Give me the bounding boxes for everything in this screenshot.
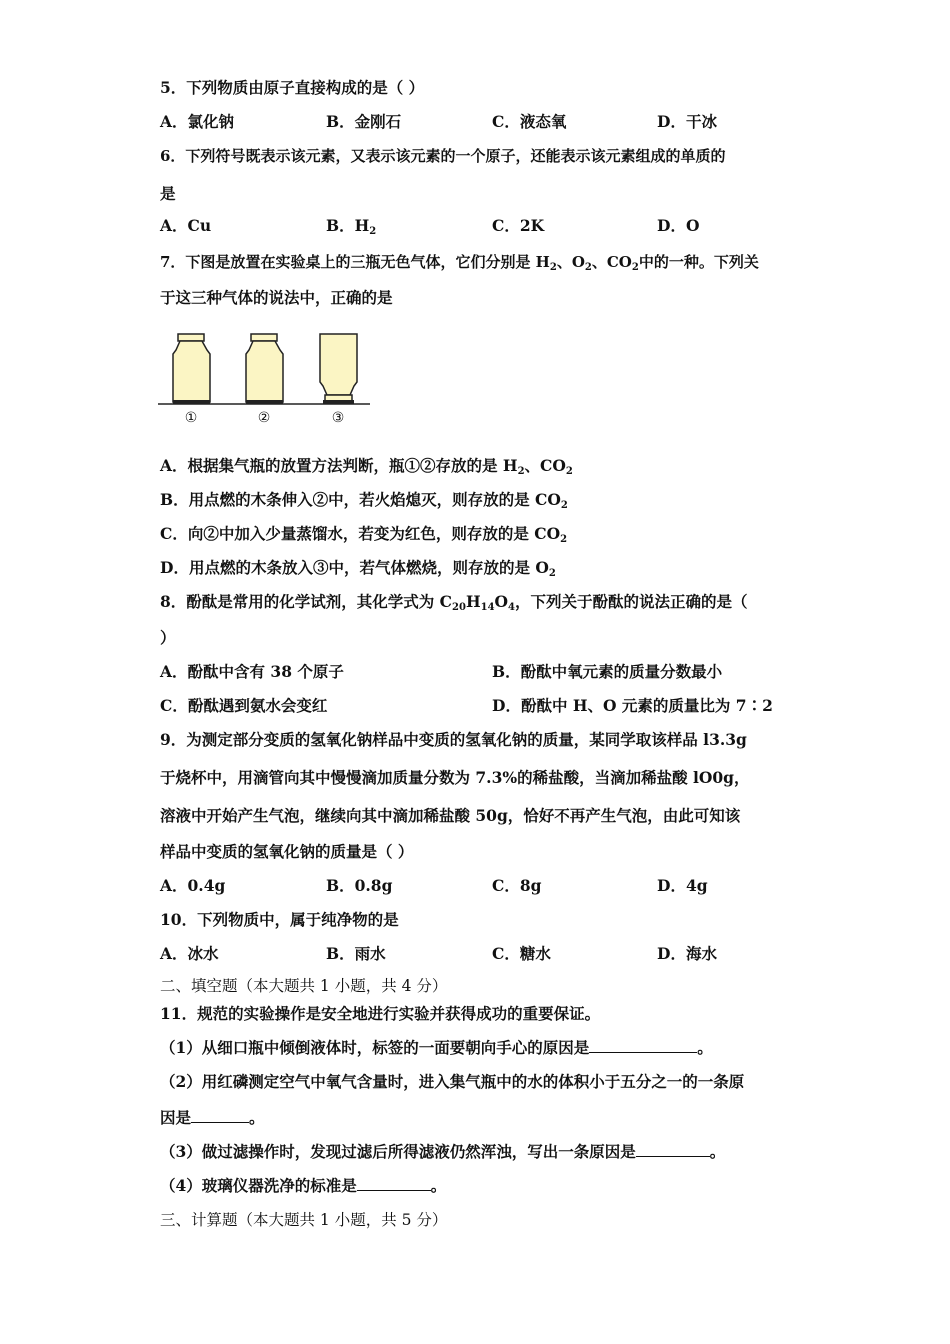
bottle-3-label: ③ (331, 410, 345, 426)
question-11-part-3: （3）做过滤操作时，发现过滤后所得滤液仍然浑浊，写出一条原因是 。 (160, 1142, 726, 1161)
question-7-stem-line1: 7．下图是放置在实验桌上的三瓶无色气体，它们分别是 $H_2$、$O_2$、$CO_2$中的一种。下列关 (160, 253, 759, 273)
option-d: D．干冰 (657, 112, 717, 131)
bottle-2-label: ② (257, 410, 271, 426)
question-11-part-2-line2: 因是 。 (160, 1108, 265, 1127)
answer-blank[interactable] (191, 1108, 249, 1123)
answer-blank[interactable] (636, 1142, 710, 1157)
bottle-1-label: ① (184, 410, 198, 426)
option-d: D．酚酞中 H、O 元素的质量比为 7∶2 (492, 696, 773, 715)
option-d: D．海水 (657, 944, 717, 963)
question-10-stem: 10．下列物质中，属于纯净物的是 (160, 910, 399, 929)
question-9-line1: 9．为测定部分变质的氢氧化钠样品中变质的氢氧化钠的质量，某同学取该样品 l3.3g (160, 730, 747, 749)
answer-blank[interactable] (589, 1038, 697, 1053)
question-7-option-a: A．根据集气瓶的放置方法判断，瓶①②存放的是 $H_2$、$CO_2$ (160, 456, 573, 477)
question-9-line3: 溶液中开始产生气泡，继续向其中滴加稀盐酸 50g，恰好不再产生气泡，由此可知该 (160, 806, 741, 825)
question-7-option-d: D．用点燃的木条放入③中，若气体燃烧，则存放的是 $O_2$ (160, 558, 556, 579)
question-8-stem-line2: ） (160, 628, 176, 647)
option-a: A．Cu (160, 216, 212, 235)
option-b: B．酚酞中氧元素的质量分数最小 (492, 662, 723, 681)
option-b: B．0.8g (326, 876, 393, 895)
question-5-stem: 5．下列物质由原子直接构成的是（ ） (160, 78, 425, 97)
question-7-option-c: C．向②中加入少量蒸馏水，若变为红色，则存放的是 $CO_2$ (160, 524, 568, 545)
question-11-part-2-line1: （2）用红磷测定空气中氧气含量时，进入集气瓶中的水的体积小于五分之一的一条原 (160, 1072, 745, 1091)
bottle-1 (173, 334, 210, 404)
option-c: C．液态氧 (492, 112, 567, 131)
option-c: C．酚酞遇到氨水会变红 (160, 696, 328, 715)
question-9-line2: 于烧杯中，用滴管向其中慢慢滴加质量分数为 7.3%的稀盐酸，当滴加稀盐酸 lO0g， (160, 768, 750, 787)
answer-blank[interactable] (357, 1176, 431, 1191)
question-6-stem-line1: 6．下列符号既表示该元素，又表示该元素的一个原子，还能表示该元素组成的单质的 (160, 147, 726, 165)
question-8-stem-line1: 8．酚酞是常用的化学试剂，其化学式为 $C_{20}H_{14}O_4$，下列关于酚酞的说法正确的是（ (160, 592, 748, 613)
question-7-stem-line2: 于这三种气体的说法中，正确的是 (160, 288, 393, 307)
option-d: D．O (657, 216, 700, 235)
bottle-3 (320, 334, 357, 404)
section-2-heading: 二、填空题（本大题共 1 小题，共 4 分） (160, 977, 448, 995)
option-a: A．冰水 (160, 944, 219, 963)
question-11-part-1: （1）从细口瓶中倾倒液体时，标签的一面要朝向手心的原因是 。 (160, 1038, 713, 1057)
option-c: C．糖水 (492, 944, 551, 963)
option-c: C．2K (492, 216, 545, 235)
question-7-option-b: B．用点燃的木条伸入②中，若火焰熄灭，则存放的是 $CO_2$ (160, 490, 568, 511)
option-c: C．8g (492, 876, 542, 895)
option-a: A．氯化钠 (160, 112, 235, 131)
question-11-part-4: （4）玻璃仪器洗净的标准是 。 (160, 1176, 447, 1195)
section-3-heading: 三、计算题（本大题共 1 小题，共 5 分） (160, 1211, 448, 1229)
bottle-2 (246, 334, 283, 404)
option-b: B．金刚石 (326, 112, 402, 131)
option-d: D．4g (657, 876, 708, 895)
question-9-line4: 样品中变质的氢氧化钠的质量是（ ） (160, 842, 414, 861)
gas-bottles-figure (158, 326, 372, 430)
question-11-stem: 11．规范的实验操作是安全地进行实验并获得成功的重要保证。 (160, 1004, 601, 1023)
option-a: A．0.4g (160, 876, 226, 895)
question-6-stem-line2: 是 (160, 184, 176, 203)
option-b: B．$H_2$ (326, 216, 377, 237)
option-a: A．酚酞中含有 38 个原子 (160, 662, 344, 681)
option-b: B．雨水 (326, 944, 386, 963)
